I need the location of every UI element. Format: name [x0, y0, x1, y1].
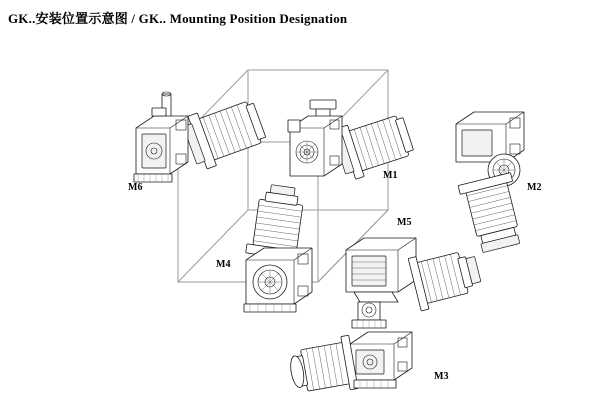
gear-unit-m5	[346, 238, 484, 328]
position-label-m5: M5	[397, 217, 412, 228]
gear-unit-m3	[287, 332, 412, 399]
position-label-m6: M6	[128, 182, 143, 193]
gear-unit-m2	[456, 112, 528, 254]
position-label-m2: M2	[527, 182, 542, 193]
gear-unit-m4	[244, 182, 312, 312]
position-label-m1: M1	[383, 170, 398, 181]
position-label-m3: M3	[434, 371, 449, 382]
page-title: GK..安装位置示意图 / GK.. Mounting Position Designation	[8, 11, 348, 26]
gear-unit-m6	[134, 92, 269, 182]
position-label-m4: M4	[216, 259, 231, 270]
